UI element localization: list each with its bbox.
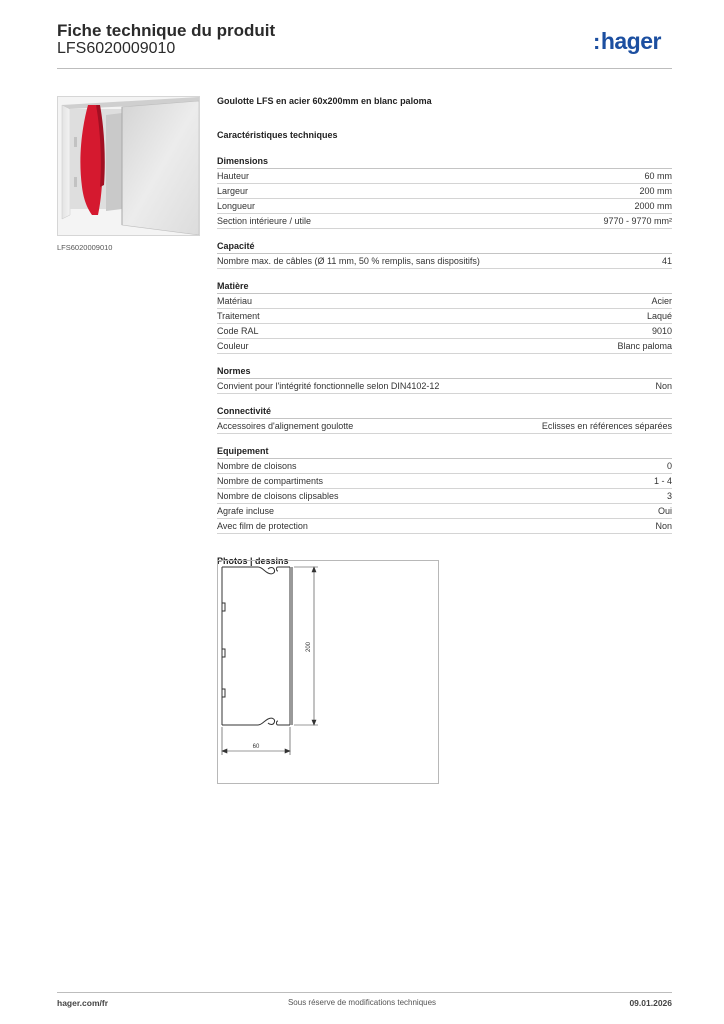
width-dimension-label: 60 [252, 744, 260, 750]
photos-heading: Photos | dessins [217, 556, 289, 566]
product-reference: LFS6020009010 [57, 40, 176, 57]
tech-heading: Caractéristiques techniques [217, 130, 338, 140]
spec-label: Traitement [217, 311, 260, 321]
spec-value: Oui [657, 506, 672, 516]
spec-row [217, 519, 672, 534]
spec-value: 1 - 4 [653, 476, 672, 486]
section-matiere [217, 280, 672, 354]
spec-value: 2000 mm [634, 201, 672, 211]
spec-row [217, 474, 672, 489]
spec-label: Longueur [217, 201, 256, 211]
product-title: Goulotte LFS en acier 60x200mm en blanc paloma [217, 96, 432, 106]
spec-row [217, 489, 672, 504]
spec-value: Acier [651, 296, 672, 306]
spec-label: Nombre de cloisons clipsables [217, 491, 339, 501]
spec-row [217, 459, 672, 474]
spec-row [217, 214, 672, 229]
section-title: Normes [217, 365, 672, 379]
spec-row [217, 184, 672, 199]
spec-label: Agrafe incluse [217, 506, 275, 516]
logo-text: hager [600, 28, 661, 54]
section-title: Equipement [217, 445, 672, 459]
spec-label: Couleur [217, 341, 249, 351]
spec-value: 3 [666, 491, 672, 501]
product-specs [217, 96, 672, 570]
cross-section-drawing [218, 561, 438, 783]
section-title: Connectivité [217, 405, 672, 419]
spec-row [217, 379, 672, 394]
spec-row [217, 254, 672, 269]
spec-value: Non [655, 521, 672, 531]
spec-value: 0 [666, 461, 672, 471]
footer-date: 09.01.2026 [629, 998, 672, 1008]
spec-row [217, 339, 672, 354]
hager-logo [593, 28, 661, 55]
spec-row [217, 199, 672, 214]
spec-row [217, 419, 672, 434]
footer-disclaimer: Sous réserve de modifications techniques [287, 998, 437, 1007]
product-photo [57, 96, 200, 236]
spec-row [217, 504, 672, 519]
spec-label: Avec film de protection [217, 521, 308, 531]
footer-divider [57, 992, 672, 993]
spec-label: Hauteur [217, 171, 250, 181]
spec-label: Convient pour l'intégrité fonctionnelle selon DIN4102-12 [217, 381, 440, 391]
spec-row [217, 309, 672, 324]
page-title: Fiche technique du produit [57, 21, 276, 40]
spec-label: Largeur [217, 186, 249, 196]
spec-value: Eclisses en références séparées [541, 421, 672, 431]
logo-colon-mark: : [593, 29, 600, 54]
spec-value: 9770 - 9770 mm² [603, 216, 672, 226]
photo-caption: LFS6020009010 [57, 243, 113, 252]
spec-label: Accessoires d'alignement goulotte [217, 421, 354, 431]
section-title: Matière [217, 280, 672, 294]
product-photo-image [58, 97, 199, 235]
spec-label: Nombre max. de câbles (Ø 11 mm, 50 % remplis, sans dispositifs) [217, 256, 480, 266]
technical-drawing [217, 560, 439, 784]
height-dimension-label: 200 [306, 641, 312, 653]
spec-label: Nombre de compartiments [217, 476, 324, 486]
spec-label: Section intérieure / utile [217, 216, 312, 226]
spec-value: Non [655, 381, 672, 391]
section-title: Dimensions [217, 155, 672, 169]
spec-row [217, 294, 672, 309]
spec-label: Nombre de cloisons [217, 461, 297, 471]
spec-value: 41 [661, 256, 672, 266]
section-normes [217, 365, 672, 394]
spec-value: Laqué [646, 311, 672, 321]
section-title: Capacité [217, 240, 672, 254]
spec-value: 200 mm [639, 186, 672, 196]
footer-website-link[interactable]: hager.com/fr [57, 998, 109, 1008]
section-connectivite [217, 405, 672, 434]
spec-row [217, 169, 672, 184]
header-divider [57, 68, 672, 69]
spec-value: Blanc paloma [617, 341, 672, 351]
section-equipement [217, 445, 672, 534]
spec-value: 60 mm [644, 171, 672, 181]
spec-label: Code RAL [217, 326, 259, 336]
spec-row [217, 324, 672, 339]
spec-label: Matériau [217, 296, 253, 306]
spec-value: 9010 [651, 326, 672, 336]
section-dimensions [217, 155, 672, 229]
section-capacite [217, 240, 672, 269]
